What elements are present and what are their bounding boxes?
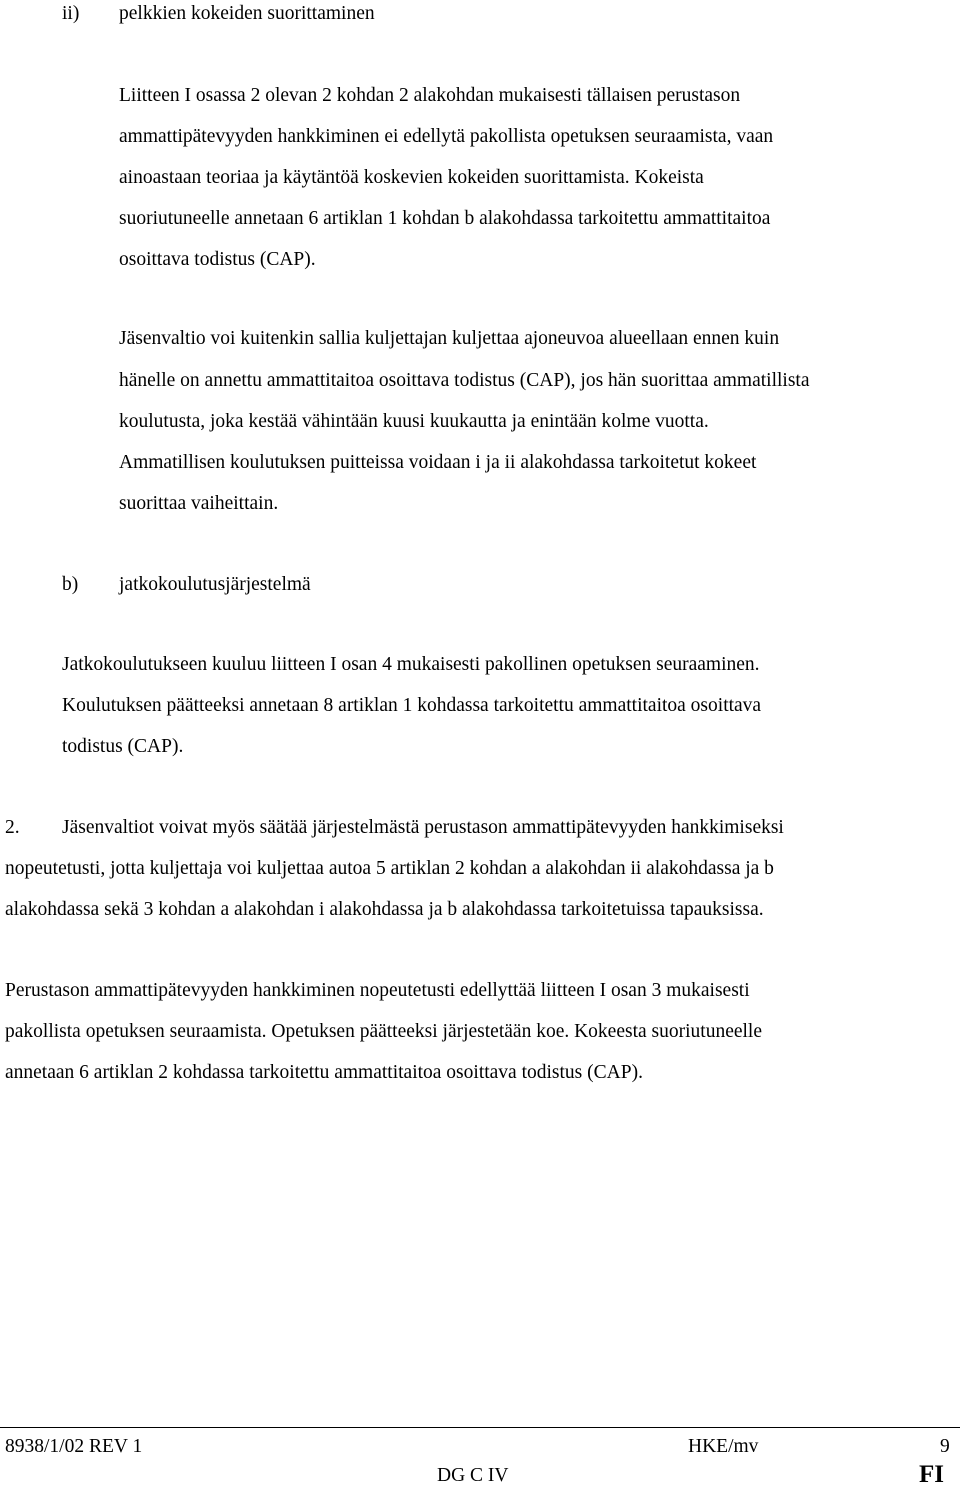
text-line: Ammatillisen koulutuksen puitteissa voidaan i ja ii alakohdassa tarkoitetut kokeet <box>119 452 757 473</box>
text-line: suoriutuneelle annetaan 6 artiklan 1 kohdan b alakohdassa tarkoitettu ammattitaitoa <box>119 208 771 229</box>
text-line: Jatkokoulutukseen kuuluu liitteen I osan 4 mukaisesti pakollinen opetuksen seuraaminen. <box>62 654 760 675</box>
text-line: nopeutetusti, jotta kuljettaja voi kuljettaa autoa 5 artiklan 2 kohdan a alakohdan ii alakohdassa ja b <box>5 858 774 879</box>
text-line: hänelle on annettu ammattitaitoa osoittava todistus (CAP), jos hän suorittaa ammatillista <box>119 370 810 391</box>
text-line: todistus (CAP). <box>62 736 184 757</box>
text-line: ammattipätevyyden hankkiminen ei edellytä pakollista opetuksen seuraamista, vaan <box>119 126 774 147</box>
footer-page-number: 9 <box>940 1436 950 1457</box>
text-line: Koulutuksen päätteeksi annetaan 8 artiklan 1 kohdassa tarkoitettu ammattitaitoa osoittava <box>62 695 762 716</box>
text-line: suorittaa vaiheittain. <box>119 493 279 514</box>
text-line: osoittava todistus (CAP). <box>119 249 316 270</box>
text-line: pakollista opetuksen seuraamista. Opetuksen päätteeksi järjestetään koe. Kokeesta suoriutuneelle <box>5 1021 762 1042</box>
text-line: Liitteen I osassa 2 olevan 2 kohdan 2 alakohdan mukaisesti tällaisen perustason <box>119 85 741 106</box>
text-line: Jäsenvaltio voi kuitenkin sallia kuljettajan kuljettaa ajoneuvoa alueellaan ennen kuin <box>119 328 780 349</box>
footer-doc-ref: 8938/1/02 REV 1 <box>5 1436 143 1457</box>
text-line: annetaan 6 artiklan 2 kohdassa tarkoitettu ammattitaitoa osoittava todistus (CAP). <box>5 1062 643 1083</box>
section-2-number: 2. <box>5 817 20 838</box>
text-line: Jäsenvaltiot voivat myös säätää järjestelmästä perustason ammattipätevyyden hankkimiseksi <box>62 817 784 838</box>
text-line: koulutusta, joka kestää vähintään kuusi kuukautta ja enintään kolme vuotta. <box>119 411 709 432</box>
footer-language: FI <box>919 1461 944 1488</box>
section-ii-heading: pelkkien kokeiden suorittaminen <box>119 3 375 24</box>
footer-dg: DG C IV <box>437 1465 509 1486</box>
text-line: ainoastaan teoriaa ja käytäntöä koskevien kokeiden suorittamista. Kokeista <box>119 167 704 188</box>
section-b-heading: jatkokoulutusjärjestelmä <box>119 574 311 595</box>
section-b-label: b) <box>62 574 79 595</box>
footer-initials: HKE/mv <box>688 1436 759 1457</box>
text-line: alakohdassa sekä 3 kohdan a alakohdan i alakohdassa ja b alakohdassa tarkoitetuissa tapauksissa. <box>5 899 764 920</box>
footer-divider <box>0 1427 960 1428</box>
text-line: Perustason ammattipätevyyden hankkiminen nopeutetusti edellyttää liitteen I osan 3 mukaisesti <box>5 980 750 1001</box>
section-ii-label: ii) <box>62 3 80 24</box>
